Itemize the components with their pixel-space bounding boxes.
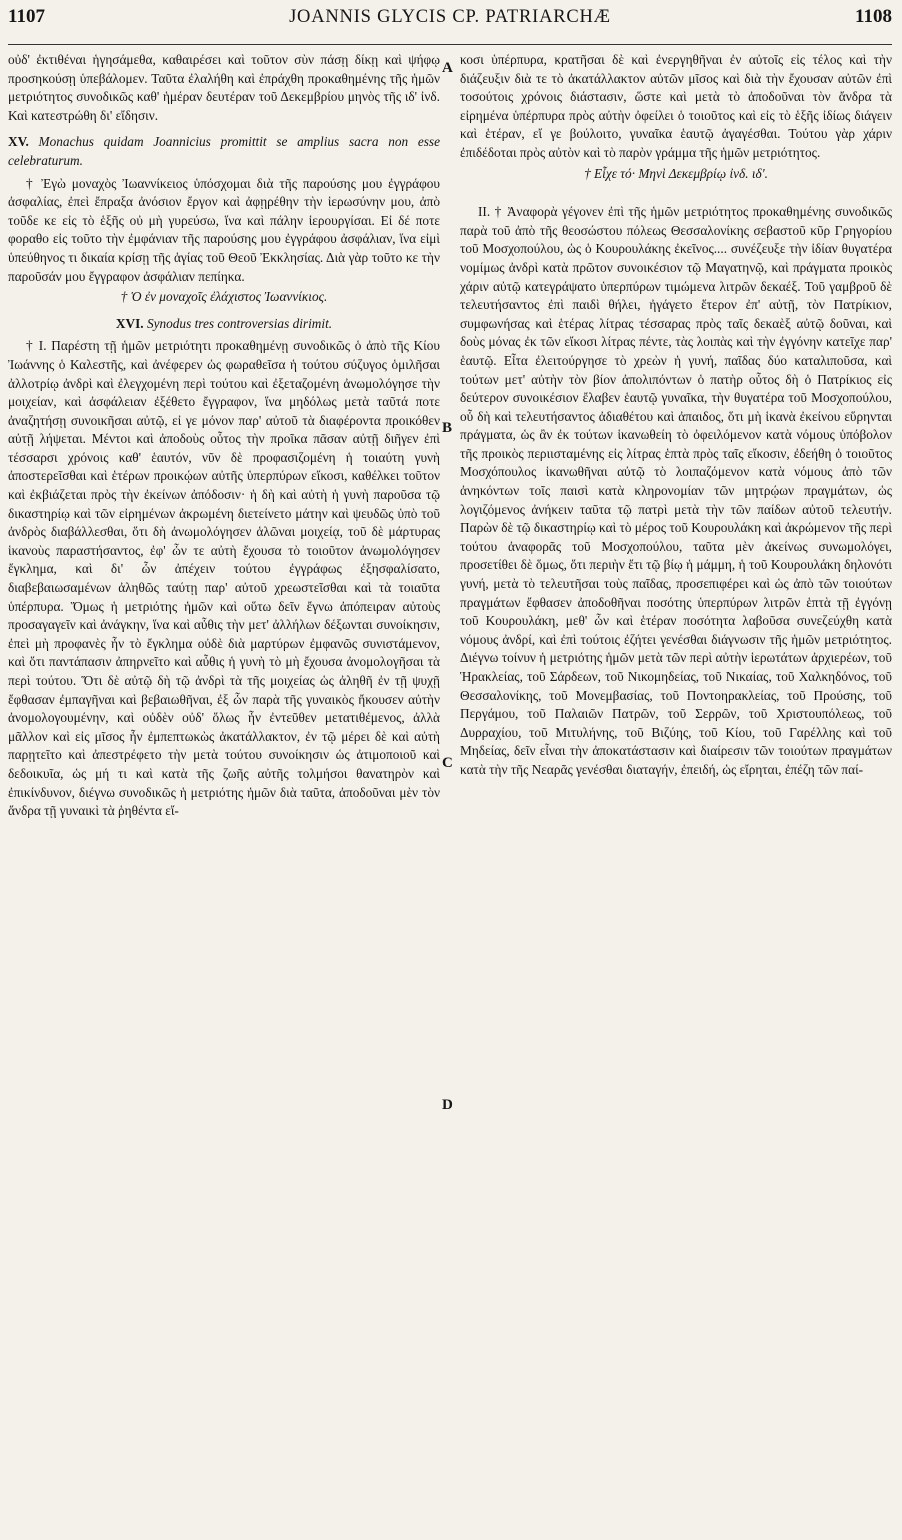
- margin-letter-a: A: [442, 60, 453, 76]
- left-column: [8, 51, 452, 821]
- section-xv-text: † Ἐγὼ μοναχὸς Ἰωαννίκειος ὑπόσχομαι διὰ τῆς παρούσης μου ἐγγράφου ἀσφαλίας, ἐπεὶ ἔπραξα ἀνόσιον ἔργον καὶ ἀφῃρέθην τὴν ἱερωσύνην μου, ἀπὸ τοῦδε κε εἰς τὸ ἑξῆς οὐ μὴ γυρεύσω, ἵνα καὶ πάλην ἱερουργίσαι. Εἰ δέ ποτε φοραθο εἰς τοῦτο τὴν ἐμφάνιαν τῆς παρούσης μου ἐγγράφου ἀσφάλιαν, ἵνα εἰμὶ ὑπεύθηνος τι δικαία κρίσῃ τῆς ἁγίας τοῦ Θεοῦ Ἐκκλησίας. Διὰ γὰρ τοῦτο κε τὴν παροῦσάν μου ἔγγραφον ἀσφάλιαν πεπίηκα.: [8, 175, 440, 284]
- section-xvi-heading: [8, 315, 440, 334]
- right-page-number: 1108: [855, 6, 892, 27]
- margin-letter-c: C: [442, 755, 453, 771]
- section-gap: [460, 189, 892, 203]
- running-header: [8, 6, 892, 46]
- section-xv-heading: [8, 133, 440, 170]
- date-line: † Εἶχε τό· Μηνὶ Δεκεμβρίῳ ἰνδ. ιδ'.: [584, 165, 768, 181]
- section-xv-signature: † Ὁ ἐν μοναχοῖς ἐλάχιστος Ἰωαννίκιος.: [120, 289, 328, 305]
- running-title: JOANNIS GLYCIS CP. PATRIARCHÆ: [289, 7, 611, 27]
- section-xvi-number: XVI.: [115, 315, 144, 331]
- header-rule: [8, 44, 892, 45]
- left-page-number: 1107: [8, 6, 45, 27]
- margin-letter-b: B: [442, 420, 453, 436]
- left-paragraph-1: οὐδ' ἐκτιθέναι ἡγησάμεθα, καθαιρέσει καὶ τοῦτον σὺν πάσῃ δίκῃ καὶ ψήφῳ προσηκούσῃ ὑπεβάλομεν. Ταῦτα ἐλαλήθη καὶ ἐπράχθη προκαθημένης τῆς ἡμῶν μετριότητος συνοδικῶς καθ' ἡμέραν δευτέραν τοῦ Δεκεμβρίου μηνὸς τῆς ιδ' ἰνδ. Καὶ κατεστρώθη δι' εἴδησιν.: [8, 52, 440, 123]
- right-paragraph-1: κοσι ὑπέρπυρα, κρατῆσαι δὲ καὶ ἐνεργηθῆναι ἐν αὐτοῖς εἰς τέλος καὶ τὴν διάζευξιν διὰ τε τὸ ἀκατάλλακτον αὐτῶν μῖσος καὶ διὰ τὴν ἔχουσαν αὐτῶν ἐπὶ τοσούτοις χρόνοις διάστασιν, ὥστε καὶ μετὰ τὸ ἀποδοῦναι τὸν ἄνδρα τὰ εἰρημένα ὑπέρπυρα πρὸς αὐτὴν ὀφείλει ὁ τοιοῦτος καὶ εἰς τὸ ἑξῆς ἰδίως διάγειν καὶ ἑτέραν, εἴ γε βούλοιτο, γυναῖκα ἑαυτῷ ἀγαγέσθαι. Τούτου γὰρ χάριν ἐπιδέδοται πρὸς αὐτὸν καὶ τὸ παρὸν γράμμα τῆς ἡμῶν μετριότητος.: [460, 52, 892, 160]
- section-xv-title: Monachus quidam Joannicius promittit se amplius sacra non esse celebraturum.: [8, 134, 441, 168]
- section-xvi-title: Synodus tres controversias dirimit.: [146, 315, 333, 331]
- section-xvi-text: † I. Παρέστη τῇ ἡμῶν μετριότητι προκαθημένῃ συνοδικῶς ὁ ἀπὸ τῆς Κίου Ἰωάννης ὁ Καλεστῆς, καὶ ἀνέφερεν ὡς φωραθεῖσα ἡ τούτου σύζυγος ὁμιλῆσαι ἀλλοτρίῳ ἀνδρὶ καὶ ἐλεγχομένη περὶ τούτου καὶ ἐξεταζομένη ἀνωμολόγησε τὴν μοιχείαν, καὶ ἀσφάλειαν ἐξέθετο ἔγγραφον, ἵνα μηδόλως μετὰ ταῦτά ποτε ἀναζητήσῃ συνοικῆσαι αὐτῷ, εἰ γε μόνον παρ' αὐτοῦ τὰ διαφέροντα προικόθεν αὐτῇ λήψεται. Μέντοι καὶ ἀποδοὺς οὗτος τὴν προῖκα πᾶσαν αὐτῇ διῆγεν ἐπὶ τέσσαρσι χρόνοις καθ' ἑαυτόν, νῦν δὲ προφασιζομένη ἡ τοιαύτη γυνὴ ἀποστερεῖσθαι καὶ ἑτέρων προικῴων αὐτῆς ὑπερπύρων εἴκοσι, καθέλκει τοῦτον καὶ ἐκβιάζεται πρὸς τὴν ἐκείνων ἀπόδοσιν· ἡ δὴ καὶ αὐτὴ ἡ γυνὴ παροῦσα τῷ δικαστηρίῳ καὶ τῶν εἰρημένων ἀκρωμένη διετείνετο μάτην καὶ ψευδῶς ὑπὸ τοῦ ἀνδρὸς διαβάλλεσθαι, ὅτι δὴ ἀνωμολόγησεν ἁλῶναι μοιχείᾳ, τοῦ δὲ μάρτυρας ἱκανοὺς παραστήσαντος, ἐφ' ὧν τε αὐτὴ ἔχουσα τὸ τοιοῦτον ἀνωμολόγησεν ἔγκλημα, καὶ δι' ὧν ἀπέχειν τούτου ἐγγράφως ἐξησφαλίσατο, διαβεβαιωσαμένων ἀληθῶς ταύτῃ παρ' αὐτοῦ χρεωστεῖσθαι καὶ τὰ τοιαῦτα ὑπέρπυρα. Ὅμως ἡ μετριότης ἡμῶν καὶ οὕτω δεῖν ἔγνω ἀπόπειραν αὐτοὺς προσαγαγεῖν καὶ ἀνάγκην, ἵνα καὶ αὖθις τὴν μετ' ἀλλήλων δέξωνται συνοίκησιν, ἐπεὶ μὴ προφανὲς ἦν τὸ ἔγκλημα οὐδὲ διὰ μαρτύρων ἐμφανῶς συνιστάμενον, καὶ ὅτι παντάπασιν ἀπηρνεῖτο καὶ αὖθις ἡ γυνὴ τὸ μὴ ἔχουσα ἀνομολογῆσαι τὰ περὶ τούτου. Ὅτι δὲ αὐτῷ δὴ τῷ ἀνδρὶ τὰ τῆς μοιχείας ὡς ἀληθῆ ἐν τῇ ψυχῇ ἔφθασαν ἐμπαγῆναι καὶ βεβαιωθῆναι, ἐξ ὧν παρὰ τῆς γυναικὸς ἤκουσεν αὐτὴν ἀνομολογουμένην, καὶ οὐδὲν οὐδ' ὅλως ἦν ἐντεῦθεν μετατιθέμενος, ἀλλὰ μᾶλλον καὶ εἰς μῖσος ἦν ἐμπεπτωκὼς ἀκατάλλακτον, ἐν τῷ μέρει δὲ καὶ αὐτὴ παρῃτεῖτο καὶ ἀπεστρέφετο τὴν μετὰ τούτου συνοίκησιν ὡς ἀτιμοποιοῦ καὶ δεδοικυῖα, ὡς μή τι καὶ κατὰ τῆς ζωῆς αὐτῆς τολμήσοι θανατηρὸν καὶ ἐπικίνδυνον, διέγνω συνοδικῶς ἡ μετριότης ἡμῶν διὰ ταῦτα, ἀποδοῦναι μὲν τὸν ἄνδρα τῇ γυναικὶ τὰ ῥηθέντα εἴ-: [8, 338, 440, 819]
- right-paragraph-2: II. † Ἀναφορὰ γέγονεν ἐπὶ τῆς ἡμῶν μετριότητος προκαθημένης συνοδικῶς παρὰ τοῦ ἀπὸ τῆς θεοσώστου πόλεως Θεσσαλονίκης σεβαστοῦ κῦρ Γρηγορίου τοῦ Μοσχοπούλου, ὡς ὁ Κουρουλάκης ἐκεῖνος.... συνέζευξε τὴν ἰδίαν θυγατέρα νομίμως ἀνδρὶ κατὰ πρῶτον συνοικέσιον τῷ Μαγατηνῷ, καὶ πράγματα προικὸς χάριν αὐτῷ κατεγράψατο ὑπερπύρων τιμώμενα λιτρῶν δεκαέξ. Τοῦ γαμβροῦ δὲ τελευτήσαντος ἐπὶ παιδὶ θήλει, ἠγάγετο ἕτερον ἐπ' αὐτῇ, τὸν Πατρίκιον, συμφωνήσας καὶ ἑτέρας λίτρας τέσσαρας πρὸς ταῖς δεκαὲξ αὐτῷ δοῦναι, καὶ δοὺς μόνας ἐκ τῶν εἴκοσι λίτρας πέντε, τὰς λοιπὰς καὶ τὴν ἐγγόνην κατεῖχε παρ' ἑαυτῷ. Εἶτα ἐλειτούργησε τὸ χρεὼν ἡ γυνή, παῖδας δύο καταλιποῦσα, καὶ τούτων μετ' αὐτὴν τὸν βίον ἀπολιπόντων ὁ πατὴρ οὗτος δὴ ὁ Πατρίκιος εἰς δεύτερον συνοικέσιον ἔλαβεν ἑαυτῷ γυναῖκα, τὴν θυγατέρα τοῦ Μοσχοπούλου, οὗ δὴ καὶ τελευτήσαντος ἀδιαθέτου καὶ ἀπαιδος, ὅτι μὴ ἱκανὰ ἐκείνου εὕρηνται πράγματα, ὡς ἂν ἐκ τούτων ἱκανωθείη τὸ ὀφειλόμενον κατὰ νόμους ὑπόβολον τῆς προικὸς περιισταμένης εἰς λίτρας ἑπτὰ πρὸς ταῖς εἴκοσιν, ἐδεήθη ὁ τοιοῦτος Μοσχόπουλος ἱκανωθῆναι αὐτῷ τὸ λοιπαζόμενον κατὰ νόμους ἀπὸ τῶν ἀνηκόντων τοῖς παισὶ κατὰ κληρονομίαν τῶν μητρῴων πραγμάτων, ὡς λογιζόμενος ἀνήκειν ταῦτα τῷ πατρὶ μετὰ τὴν τῶν παίδων αὐτοῦ τελευτήν. Παρὼν δὲ τῷ δικαστηρίῳ καὶ τὸ μέρος τοῦ Κουρουλάκη καὶ ἀκρώμενον τῆς περὶ τούτου ἀναφορᾶς τοῦ Μοσχοπούλου, ταῦτα μὲν ἀκείνως συνωμολόγει, προσετίθει δὲ ὅμως, ὅτι περιὴν ἔτι τῷ βίῳ ἡ μάμμη, ἡ τοῦ Κουρουλάκη δηλονότι γυνή, μετὰ τὸ τελευτῆσαι τοὺς παῖδας, προσεπιφέρει καὶ ὡς ἀπὸ τῶν τοιούτων πραγμάτων ἔφθασεν ἀποδοθῆναι ποσότης ὑπερπύρων λιτρῶν ἑπτὰ τῇ ἐγγόνῃ τοῦ Κουρουλάκη, μεθ' ὧν καὶ ἑτέραν ποσότητα λαβοῦσα συνεζεύχθη κατὰ νόμους ἀνδρί, καὶ ἐπὶ τούτοις ἐζήτει γενέσθαι διάγνωσιν τῆς ἡμῶν μετριότητος. Διέγνω τοίνυν ἡ μετριότης ἡμῶν μετὰ τῶν περὶ αὐτὴν ἱερωτάτων ἀρχιερέων, τοῦ Ἡρακλείας, τοῦ Σάρδεων, τοῦ Νικομηδείας, τοῦ Νικαίας, τοῦ Χαλκηδόνος, τοῦ Θεσσαλονίκης, τοῦ Μονεμβασίας, τοῦ Ποντοηρακλείας, τοῦ Προύσης, τοῦ Περγάμου, τοῦ Παλαιῶν Πατρῶν, τοῦ Σερρῶν, τοῦ Χριστουπόλεως, τοῦ Δυρραχίου, τοῦ Μιτυλήνης, τοῦ Βιζύης, τοῦ Κίου, τοῦ Γαρέλλης καὶ τοῦ Μηδείας, δεῖν εἶναι τὴν ἀποκατάστασιν καὶ διαίρεσιν τῶν τοιούτων πραγμάτων κατὰ τὴν τῆς Νεαρᾶς γενέσθαι διαταγήν, ἐπειδή, ὡς εἴρηται, ἐπέζη τῶν παί-: [460, 204, 892, 777]
- section-xv-number: XV.: [8, 134, 29, 150]
- margin-letter-d: D: [442, 1097, 453, 1113]
- right-column: [452, 51, 892, 821]
